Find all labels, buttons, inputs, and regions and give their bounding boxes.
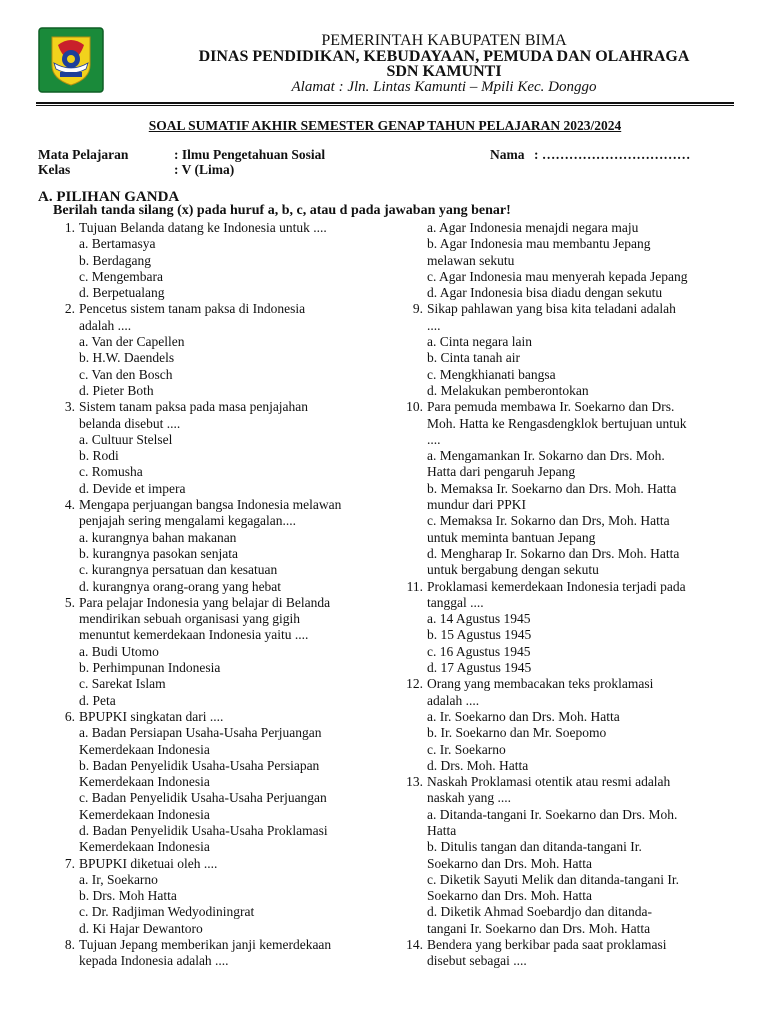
question-text: penjajah sering mengalami kegagalan.... (79, 513, 297, 529)
question-number: 12. (406, 676, 423, 692)
name-label: Nama (490, 147, 525, 162)
answer-option[interactable]: d. Diketik Ahmad Soebardjo dan ditanda- (427, 904, 652, 920)
answer-option[interactable]: Kemerdekaan Indonesia (79, 839, 210, 855)
answer-option[interactable]: b. H.W. Daendels (79, 350, 175, 366)
answer-option[interactable]: b. Ir. Soekarno dan Mr. Soepomo (427, 725, 607, 741)
question-number: 9. (412, 301, 423, 317)
answer-option[interactable]: mundur dari PPKI (427, 497, 526, 513)
answer-option[interactable]: c. Mengembara (79, 268, 163, 284)
answer-option[interactable]: c. Van den Bosch (79, 366, 173, 382)
answer-option[interactable]: d. Ki Hajar Dewantoro (79, 920, 203, 936)
question-number: 7. (64, 855, 75, 871)
question-number: 4. (64, 497, 75, 513)
question-item (406, 937, 727, 970)
question-item (406, 578, 727, 677)
question-item (64, 220, 389, 301)
answer-option[interactable]: b. Memaksa Ir. Soekarno dan Drs. Moh. Hatta (427, 480, 677, 496)
left-question-column (64, 220, 389, 970)
question-item (64, 708, 389, 856)
answer-option[interactable]: c. Dr. Radjiman Wedyodiningrat (79, 904, 255, 920)
answer-option[interactable]: c. Agar Indonesia mau menyerah kepada Jepang (427, 268, 688, 284)
question-text: Orang yang membacakan teks proklamasi (427, 676, 654, 692)
question-text: .... (427, 317, 441, 333)
question-text: menuntut kemerdekaan Indonesia yaitu .... (79, 627, 309, 643)
answer-option[interactable]: d. Melakukan pemberontokan (427, 382, 589, 398)
question-text: naskah yang .... (427, 790, 511, 806)
answer-option[interactable]: b. 15 Agustus 1945 (427, 627, 532, 643)
header-divider-thick (36, 102, 734, 104)
question-text: BPUPKI singkatan dari .... (79, 708, 224, 724)
header-department: DINAS PENDIDIKAN, KEBUDAYAAN, PEMUDA DAN OLAHRAGA (198, 48, 690, 65)
question-number: 6. (64, 708, 75, 724)
question-text: BPUPKI diketuai oleh .... (79, 855, 218, 871)
answer-option[interactable]: b. Cinta tanah air (427, 350, 520, 366)
question-number: 11. (406, 578, 423, 594)
question-number: 10. (406, 399, 423, 415)
answer-option[interactable]: c. Badan Penyelidik Usaha-Usaha Perjuangan (79, 790, 327, 806)
question-text: Tujuan Jepang memberikan janji kemerdekaan (79, 937, 332, 953)
subject-value: : Ilmu Pengetahuan Sosial (174, 147, 326, 162)
answer-option[interactable]: a. Cinta negara lain (427, 334, 532, 350)
question-text: tanggal .... (427, 594, 484, 610)
section-title: A. PILIHAN GANDA (38, 189, 180, 205)
answer-option[interactable]: b. Ditulis tangan dan ditanda-tangani Ir. (427, 839, 642, 855)
bima-regency-crest-icon (38, 27, 104, 93)
answer-option[interactable]: a. kurangnya bahan makanan (79, 529, 237, 545)
answer-option[interactable]: d. Drs. Moh. Hatta (427, 757, 529, 773)
question-number: 3. (64, 399, 75, 415)
question-item (64, 497, 389, 595)
answer-option[interactable]: c. kurangnya persatuan dan kesatuan (79, 562, 278, 578)
question-text: Naskah Proklamasi otentik atau resmi adalah (427, 774, 671, 790)
answer-option[interactable]: Kemerdekaan Indonesia (79, 741, 210, 757)
answer-option[interactable]: b. Agar Indonesia mau membantu Jepang (427, 236, 651, 252)
answer-option[interactable]: b. Berdagang (79, 252, 151, 268)
answer-option[interactable]: c. Ir. Soekarno (427, 741, 506, 757)
right-question-column (406, 220, 727, 970)
question-number: 8. (64, 937, 75, 953)
question-item (64, 594, 389, 709)
answer-option[interactable]: b. Drs. Moh Hatta (79, 888, 177, 904)
question-item (427, 220, 727, 301)
answer-option[interactable]: tangani Ir. Soekarno dan Drs. Moh. Hatta (427, 920, 651, 936)
exam-title: SOAL SUMATIF AKHIR SEMESTER GENAP TAHUN PELAJARAN 2023/2024 (148, 118, 622, 133)
answer-option[interactable]: d. Devide et impera (79, 480, 186, 496)
question-text: Pencetus sistem tanam paksa di Indonesia (79, 301, 306, 317)
question-text: disebut sebagai .... (427, 953, 527, 969)
question-text: Sikap pahlawan yang bisa kita teladani adalah (427, 301, 676, 317)
answer-option[interactable]: untuk bergabung dengan sekutu (427, 562, 599, 578)
answer-option[interactable]: a. Ir. Soekarno dan Drs. Moh. Hatta (427, 708, 620, 724)
question-number: 1. (64, 220, 75, 235)
class-value: : V (Lima) (174, 162, 235, 177)
question-text: Proklamasi kemerdekaan Indonesia terjadi pada (427, 578, 686, 594)
question-number: 13. (406, 774, 423, 790)
answer-option[interactable]: d. kurangnya orang-orang yang hebat (79, 578, 282, 594)
answer-option[interactable]: d. Badan Penyelidik Usaha-Usaha Proklamasi (79, 822, 328, 838)
answer-option[interactable]: Hatta (427, 822, 457, 838)
name-field[interactable]: : …………………………… (534, 147, 691, 162)
answer-option[interactable]: c. Diketik Sayuti Melik dan ditanda-tangani Ir. (427, 871, 679, 887)
subject-label: Mata Pelajaran (38, 147, 129, 162)
header-government: PEMERINTAH KABUPATEN BIMA (321, 32, 567, 49)
answer-option[interactable]: c. 16 Agustus 1945 (427, 643, 531, 659)
answer-option[interactable]: b. Perhimpunan Indonesia (79, 660, 221, 676)
answer-option[interactable]: d. Peta (79, 692, 116, 708)
question-number: 5. (64, 594, 75, 610)
question-text: Tujuan Belanda datang ke Indonesia untuk .... (79, 220, 327, 235)
header-address: Alamat : Jln. Lintas Kamunti – Mpili Kec. Donggo (291, 79, 597, 95)
question-text: .... (427, 431, 441, 447)
header-divider-thin (36, 105, 734, 106)
question-text: adalah .... (79, 317, 132, 333)
question-text: kepada Indonesia adalah .... (79, 953, 229, 969)
question-text: Sistem tanam paksa pada masa penjajahan (79, 399, 309, 415)
question-item (64, 301, 389, 399)
answer-option[interactable]: untuk meminta bantuan Jepang (427, 529, 596, 545)
question-number: 2. (64, 301, 75, 317)
answer-option[interactable]: c. Romusha (79, 464, 143, 480)
answer-option[interactable]: Kemerdekaan Indonesia (79, 774, 210, 790)
answer-option[interactable]: b. Badan Penyelidik Usaha-Usaha Persiapan (79, 757, 320, 773)
answer-option[interactable]: a. Cultuur Stelsel (79, 431, 173, 447)
question-item (64, 937, 389, 970)
answer-option[interactable]: a. 14 Agustus 1945 (427, 611, 531, 627)
answer-option[interactable]: d. Berpetualang (79, 285, 165, 301)
question-text: adalah .... (427, 692, 480, 708)
answer-option[interactable]: a. Bertamasya (79, 236, 156, 252)
question-text: belanda disebut .... (79, 415, 181, 431)
question-text: Para pemuda membawa Ir. Soekarno dan Drs. (427, 399, 675, 415)
question-text: Para pelajar Indonesia yang belajar di Belanda (79, 594, 331, 610)
answer-option[interactable]: a. Ditanda-tangani Ir. Soekarno dan Drs. Moh. (427, 806, 678, 822)
answer-option[interactable]: c. Sarekat Islam (79, 676, 166, 692)
answer-option[interactable]: d. Mengharap Ir. Sokarno dan Drs. Moh. Hatta (427, 545, 680, 561)
answer-option[interactable]: b. Rodi (79, 448, 119, 464)
question-text: mendirikan sebuah organisasi yang gigih (79, 611, 300, 627)
question-item (64, 855, 389, 937)
answer-option[interactable]: Soekarno dan Drs. Moh. Hatta (427, 888, 592, 904)
answer-option[interactable]: a. Budi Utomo (79, 643, 159, 659)
answer-option[interactable]: c. Mengkhianati bangsa (427, 366, 556, 382)
answer-option[interactable]: Soekarno dan Drs. Moh. Hatta (427, 855, 592, 871)
answer-option[interactable]: d. Pieter Both (79, 382, 154, 398)
header-school: SDN KAMUNTI (386, 63, 502, 80)
question-text: Bendera yang berkibar pada saat proklamasi (427, 937, 667, 953)
question-item (412, 301, 727, 399)
answer-option[interactable]: melawan sekutu (427, 252, 515, 268)
answer-option[interactable]: a. Mengamankan Ir. Sokarno dan Drs. Moh. (427, 448, 665, 464)
question-text: Moh. Hatta ke Rengasdengklok bertujuan untuk (427, 415, 687, 431)
answer-option[interactable]: b. kurangnya pasokan senjata (79, 545, 238, 561)
answer-option[interactable]: c. Memaksa Ir. Sokarno dan Drs, Moh. Hatta (427, 513, 670, 529)
question-item (406, 676, 727, 774)
section-instruction: Berilah tanda silang (x) pada huruf a, b, c, atau d pada jawaban yang benar! (53, 203, 511, 218)
answer-option[interactable]: d. Agar Indonesia bisa diadu dengan sekutu (427, 285, 663, 301)
answer-option[interactable]: a. Ir, Soekarno (79, 871, 158, 887)
question-text: Mengapa perjuangan bangsa Indonesia melawan (79, 497, 342, 513)
question-item (406, 774, 727, 937)
answer-option[interactable]: Kemerdekaan Indonesia (79, 806, 210, 822)
answer-option[interactable]: Hatta dari pengaruh Jepang (427, 464, 576, 480)
question-item (64, 399, 389, 497)
question-item (406, 399, 727, 578)
answer-option[interactable]: a. Van der Capellen (79, 334, 185, 350)
answer-option[interactable]: a. Badan Persiapan Usaha-Usaha Perjuangan (79, 725, 322, 741)
answer-option[interactable]: a. Agar Indonesia menajdi negara maju (427, 220, 639, 235)
answer-option[interactable]: d. 17 Agustus 1945 (427, 660, 532, 676)
class-label: Kelas (38, 162, 71, 177)
question-number: 14. (406, 937, 423, 953)
